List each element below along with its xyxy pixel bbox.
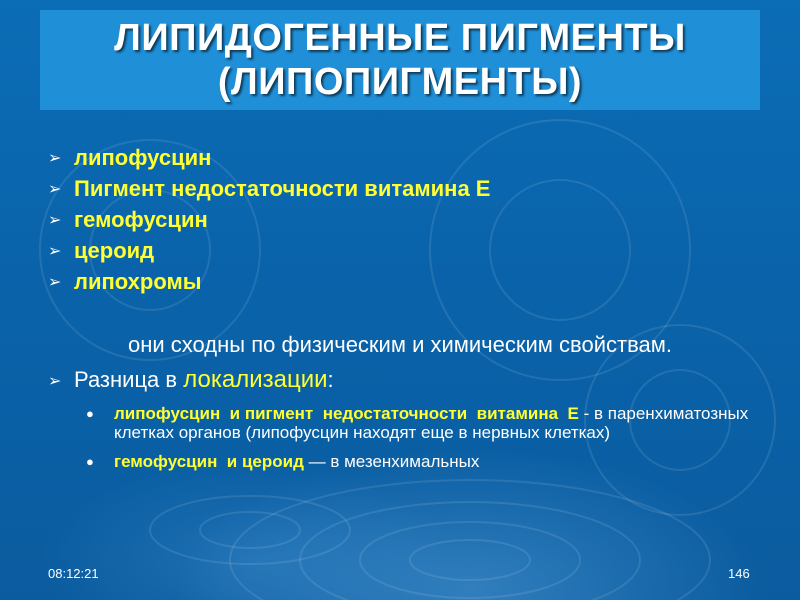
difference-heading <box>48 366 334 394</box>
list-item-detail: — в мезенхимальных <box>303 452 480 471</box>
footer-timestamp: 08:12:21 <box>48 566 99 581</box>
dot-bullet-icon: ● <box>86 406 94 421</box>
pigment-list <box>48 142 490 297</box>
list-item-label: липохромы <box>74 268 202 294</box>
title-line-2: (ЛИПОПИГМЕНТЫ) <box>217 61 583 103</box>
footer-page-number: 146 <box>728 566 750 581</box>
list-item-label: липофусцин <box>74 144 212 170</box>
list-item-text <box>114 404 766 442</box>
title-line-1: ЛИПИДОГЕННЫЕ ПИГМЕНТЫ <box>114 17 686 59</box>
localization-list <box>86 404 766 481</box>
list-item <box>48 235 490 266</box>
difference-highlight: локализации <box>183 366 328 393</box>
arrow-bullet-icon: ➢ <box>48 210 62 229</box>
list-item-label: Пигмент недостаточности витамина Е <box>74 175 491 201</box>
arrow-bullet-icon: ➢ <box>48 272 62 291</box>
arrow-bullet-icon: ➢ <box>48 241 62 260</box>
list-item-highlight: гемофусцин и цероид <box>114 452 304 471</box>
list-item-label: цероид <box>74 237 155 263</box>
list-item <box>48 142 490 173</box>
difference-prefix: Разница в <box>74 367 184 392</box>
difference-suffix: : <box>327 367 334 392</box>
arrow-bullet-icon: ➢ <box>48 370 62 390</box>
arrow-bullet-icon: ➢ <box>48 179 62 198</box>
arrow-bullet-icon: ➢ <box>48 148 62 167</box>
title-box <box>40 10 760 110</box>
dot-bullet-icon: ● <box>86 454 94 469</box>
list-item-highlight: липофусцин и пигмент недостаточности витамина Е <box>114 404 579 423</box>
list-item-text <box>114 452 479 471</box>
list-item <box>86 404 766 442</box>
list-item <box>48 266 490 297</box>
list-item-label: гемофусцин <box>74 206 208 232</box>
list-item <box>48 204 490 235</box>
list-item <box>48 173 490 204</box>
list-item-detail: - в паренхиматозных клетках органов (липофусцин находят еще в нервных клетках) <box>114 404 758 442</box>
similarity-note: они сходны по физическим и химическим свойствам. <box>128 332 672 357</box>
list-item <box>86 452 766 471</box>
